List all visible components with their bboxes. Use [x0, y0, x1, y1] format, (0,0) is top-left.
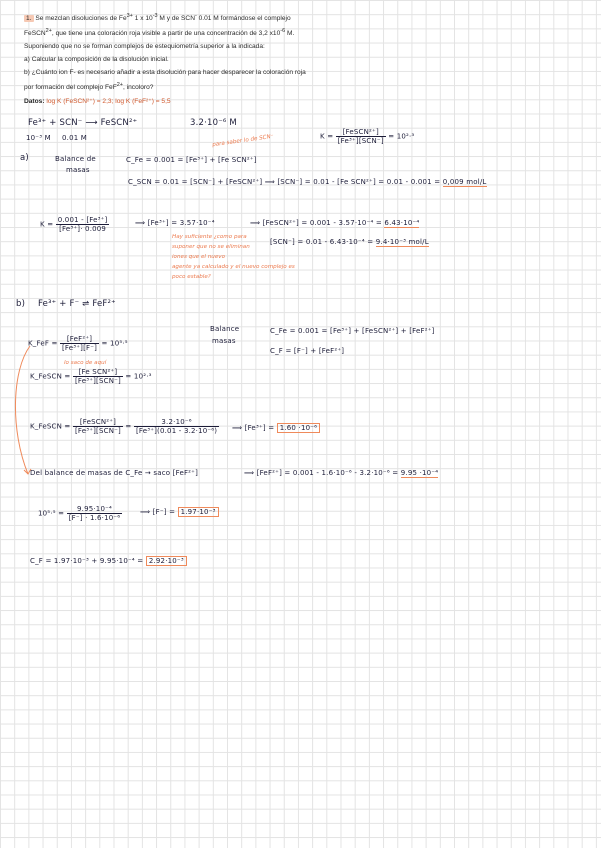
balance-b: Balance [210, 325, 240, 333]
k-expression: K = $\frac{\text{[FeSCN²⁺]}}{\text{[Fe³⁺][SCN⁻]}}$ = 10²·³ [320, 128, 415, 145]
balance-label-2: masas [66, 166, 90, 174]
f-result-box: 1.97·10⁻³ [178, 507, 219, 517]
balance-label: Balance de [55, 155, 96, 163]
fe-result-box: 1.60 ·10⁻⁶ [277, 423, 320, 433]
reaction-fescn: Fe³⁺ + SCN⁻ ⟶ FeSCN²⁺ [28, 118, 138, 128]
balance-b-2: masas [212, 337, 236, 345]
cf-final: C_F = 1.97·10⁻³ + 9.95·10⁻⁴ = 2.92·10⁻³ [30, 557, 187, 565]
visible-concentration: 3.2·10⁻⁶ M [190, 118, 237, 128]
fef-calc: ⟹ [FeF²⁺] = 0.001 - 1.6·10⁻⁶ - 3.2·10⁻⁶ = 9.95 ·10⁻⁴ [244, 469, 439, 477]
fescn-result: 6.43·10⁻⁴ [384, 219, 420, 227]
cf-balance: C_F = [F⁻] + [FeF²⁺] [270, 347, 345, 355]
k-calculation: K = $\frac{\text{0.001 - [Fe³⁺]}}{\text{[Fe³⁺]· 0.009}}$ [40, 216, 108, 233]
initial-scn: 0.01 M [62, 134, 88, 142]
problem-line-1: 1. Se mezclan disoluciones de $Fe^{3+}$ 1 x $10^{-3}$ M y de SCN- 0.01 M formándose el complejo [26, 13, 291, 23]
problem-number: 1. [26, 15, 32, 23]
fef-result: 9.95 ·10⁻⁴ [400, 469, 439, 477]
scn-result: 9.4·10⁻³ mol/L [375, 238, 429, 246]
fe-result-a: ⟹ [Fe³⁺] = 3.57·10⁻⁴ [135, 219, 215, 227]
annotation-scn: para saber lo de SCN⁻ [211, 133, 275, 149]
kfescn-calc: K_FeSCN = $\frac{\text{[FeSCN²⁺]}}{\text{[Fe³⁺][SCN⁻]}}$ = $\frac{\text{3.2·10⁻⁶}}{\text{[Fe³⁺](0.01 - 3.2·10⁻⁶)}}$ [30, 418, 218, 435]
reaction-fef: Fe³⁺ + F⁻ ⇌ FeF²⁺ [38, 299, 116, 309]
problem-datos: Datos: log K (FeSCN²⁺) = 2,3; log K (FeF²⁺) = 5,5 [24, 97, 171, 105]
curved-arrow [8, 340, 38, 480]
label-a: a) [20, 153, 29, 163]
scn-result-a: 0,009 mol/L [442, 178, 487, 186]
annotation-saco: lo saco de aquí [64, 360, 107, 366]
fescn-calc: ⟹ [FeSCN²⁺] = 0.001 - 3.57·10⁻⁴ = 6.43·10⁻⁴ [250, 219, 420, 227]
problem-line-6: por formación del complejo FeF$^{2+}$, incoloro? [24, 82, 154, 92]
problem-line-3: Suponiendo que no se forman complejos de estequiometría superior a la indicada: [24, 43, 265, 51]
kfescn-expression: K_FeSCN = $\frac{\text{[Fe SCN²⁺]}}{\text{[Fe³⁺][SCN⁻]}}$ = 10²·³ [30, 368, 152, 385]
kfef-expression: K_FeF = $\frac{\text{[FeF²⁺]}}{\text{[Fe³⁺][F⁻]}}$ = 10⁵·⁵ [28, 335, 128, 352]
initial-fe: 10⁻³ M [26, 134, 51, 142]
del-balance: Del balance de masas de C_Fe → saco [FeF²⁺] [30, 469, 199, 477]
problem-line-2: FeSCN$^{2+}$, que tiene una coloración roja visible a partir de una concentración de 3,2 $x10^{-6}$ M. [24, 28, 295, 38]
problem-statement [24, 10, 306, 108]
cfe-balance: C_Fe = 0.001 = [Fe³⁺] + [Fe SCN²⁺] [126, 156, 257, 164]
k55-calc: 10⁵·⁵ = $\frac{\text{9.95·10⁻⁴}}{\text{[F⁻] · 1.6·10⁻⁶}}$ [38, 505, 121, 522]
label-b: b) [16, 299, 26, 309]
f-result: ⟹ [F⁻] = 1.97·10⁻³ [140, 508, 219, 516]
cscn-balance: C_SCN = 0.01 = [SCN⁻] + [FeSCN²⁺] ⟹ [SCN⁻] = 0.01 - [Fe SCN²⁺] = 0.01 - 0.001 = 0,009 mol/L [128, 178, 487, 186]
problem-line-4: a) Calcular la composición de la disolución inicial. [24, 56, 169, 64]
scn-calc: [SCN⁻] = 0.01 - 6.43·10⁻⁴ = 9.4·10⁻³ mol/L [270, 238, 429, 246]
problem-line-5: b) ¿Cuánto ion F- es necesario añadir a esta disolución para hacer desparecer la coloración roja [24, 69, 306, 77]
orange-notes: Hay suficiente ¿como para suponer que no se eliminan iones que el nuevo agente ya calculado y el nuevo complejo es poco estable? [172, 234, 295, 280]
fe-result-b: ⟹ [Fe³⁺] = 1.60 ·10⁻⁶ [232, 424, 320, 432]
cfe-balance-b: C_Fe = 0.001 = [Fe³⁺] + [FeSCN²⁺] + [FeF²⁺] [270, 327, 435, 335]
cf-final-box: 2.92·10⁻³ [146, 556, 187, 566]
